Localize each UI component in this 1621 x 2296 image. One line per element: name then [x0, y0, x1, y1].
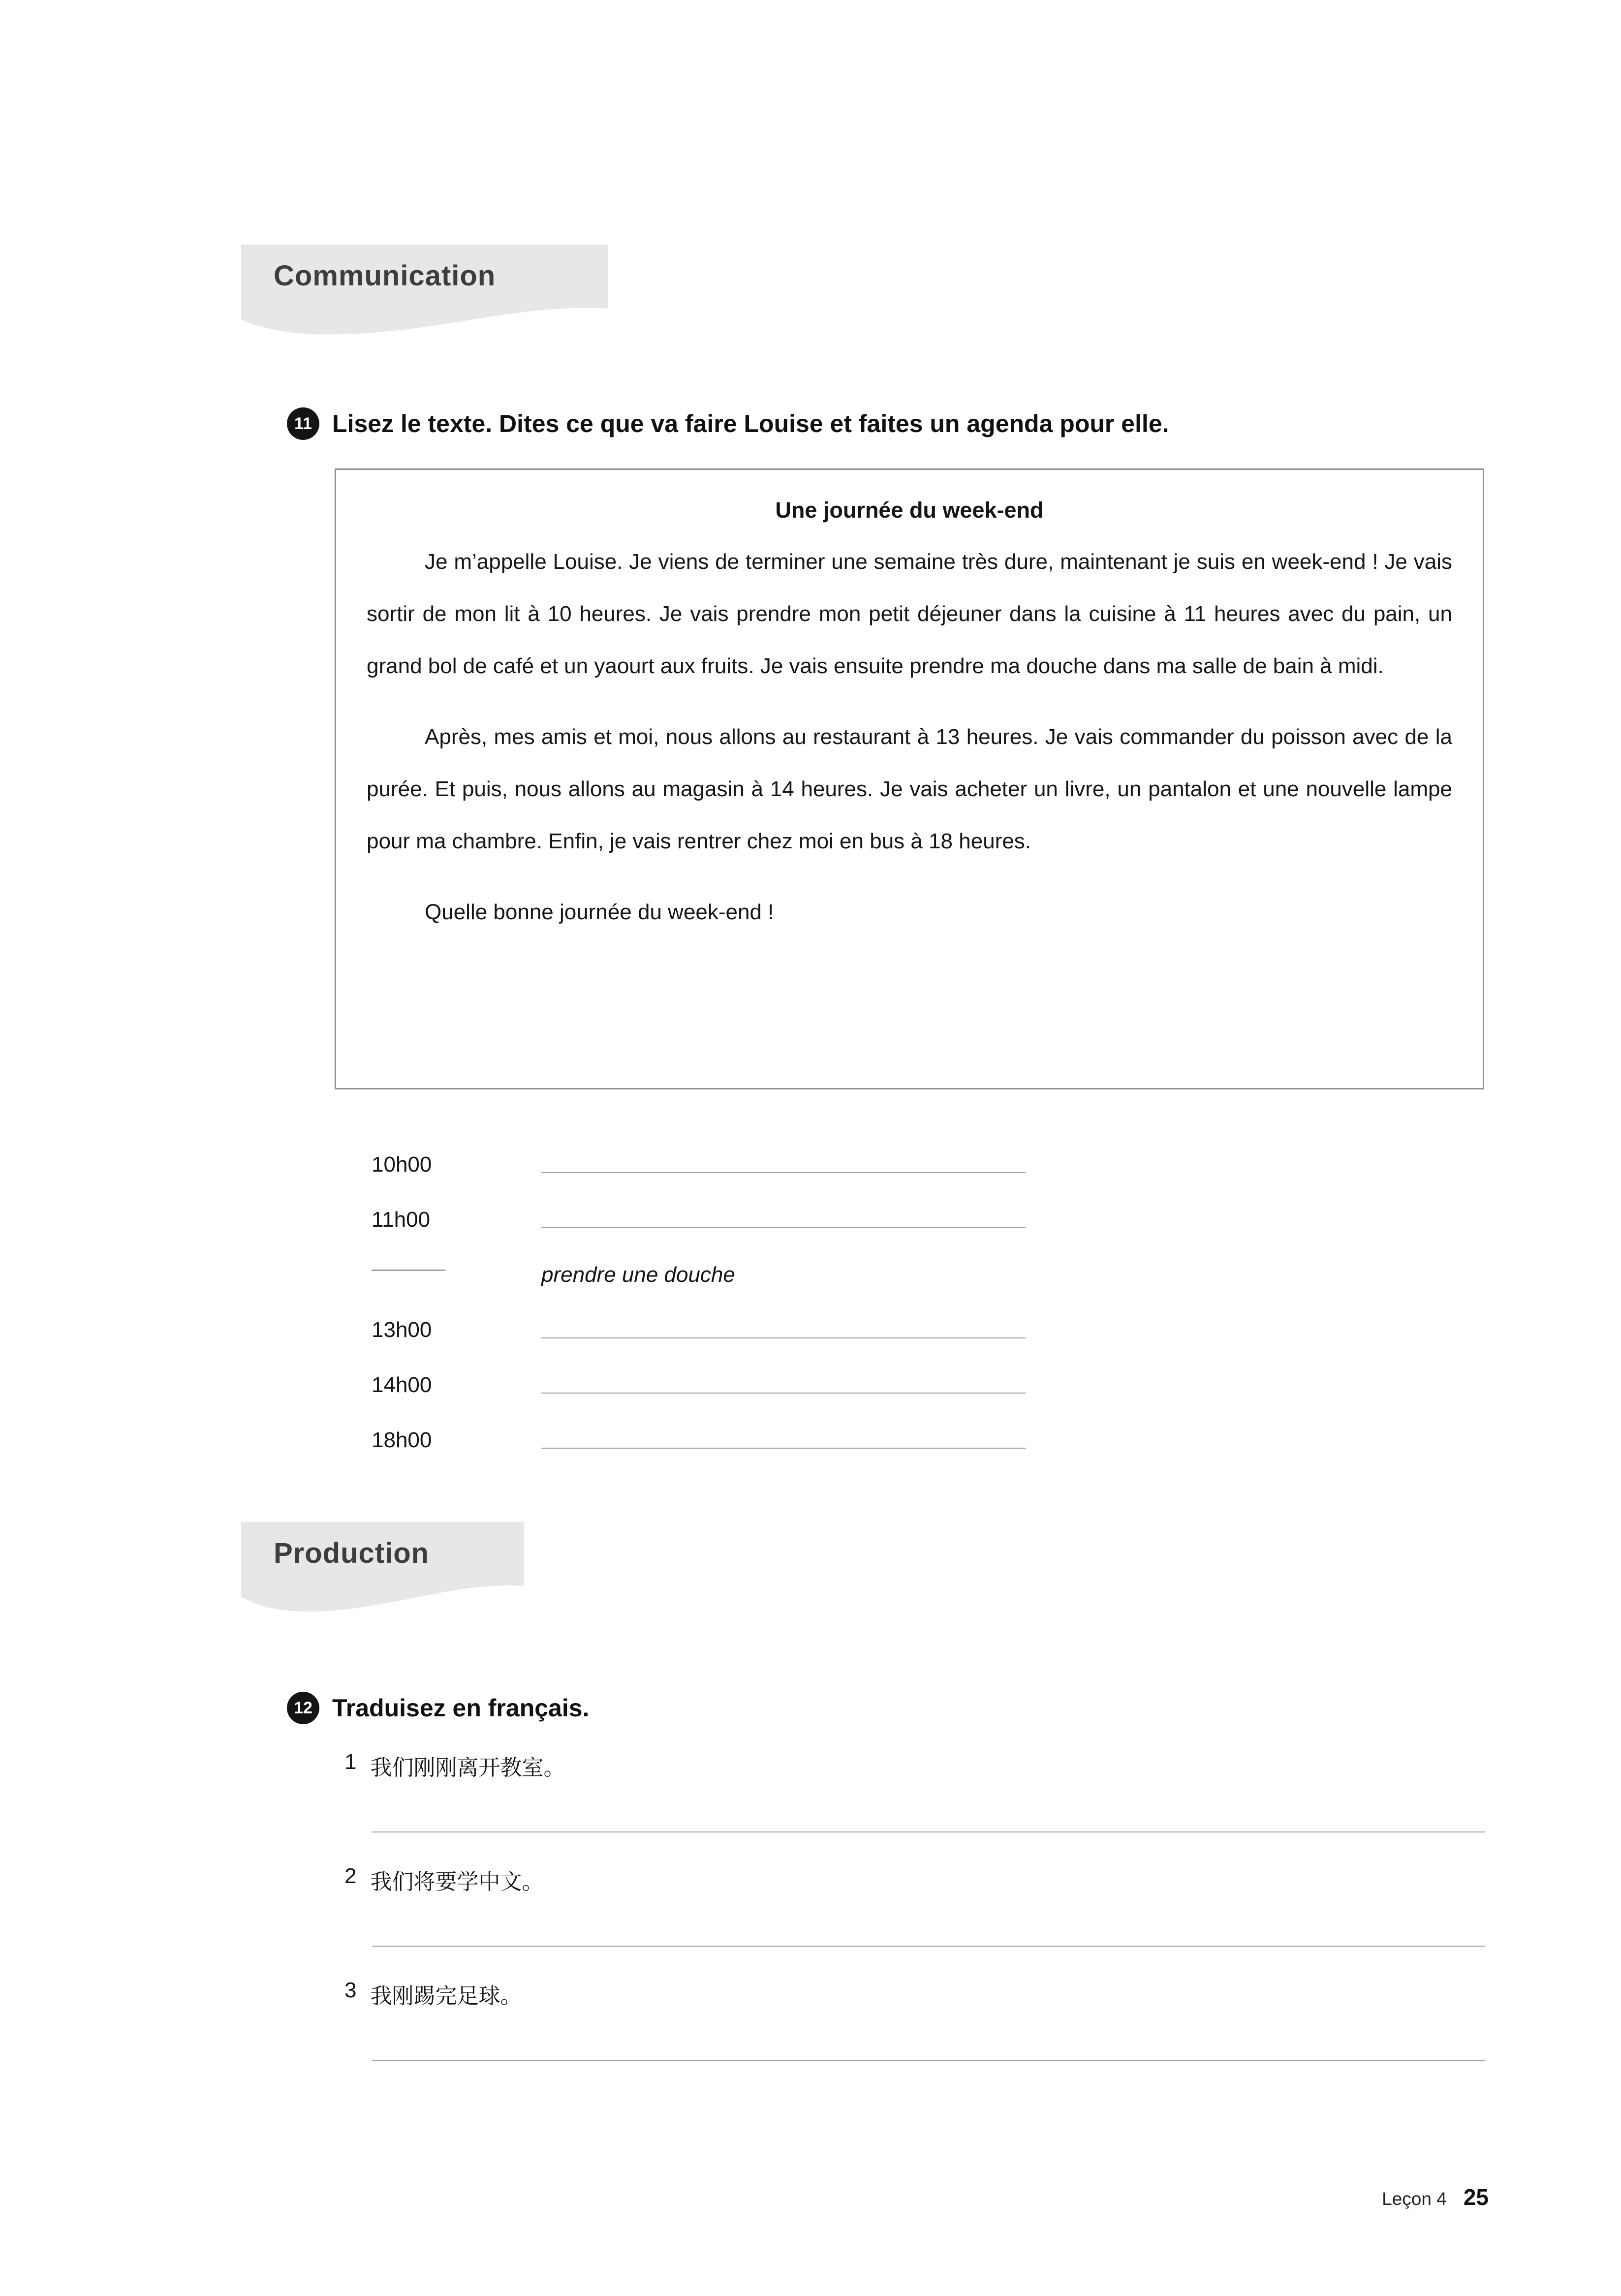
agenda-prefilled-answer: prendre une douche: [541, 1263, 735, 1287]
reading-paragraph: Quelle bonne journée du week-end !: [425, 900, 774, 924]
agenda-time: 13h00: [372, 1318, 432, 1342]
translation-item: [344, 1864, 1487, 1947]
translation-sentence-row: [344, 1864, 1487, 1895]
exercise-11-instruction: Lisez le texte. Dites ce que va faire Louise et faites un agenda pour elle.: [332, 410, 1169, 437]
exercise-number-badge: 11: [287, 407, 319, 440]
agenda-time: 10h00: [372, 1152, 432, 1177]
page-footer: [1324, 2184, 1489, 2210]
agenda-answer-line: [541, 1393, 1026, 1394]
translation-item: [344, 1750, 1487, 1832]
agenda: [372, 1128, 1026, 1458]
translation-sentence-row: [344, 1750, 1487, 1781]
translation-source-text: 我们刚刚离开教室。: [370, 1756, 565, 1780]
translation-answer-line: [372, 1946, 1485, 1947]
footer-lesson-label: Leçon 4: [1382, 2189, 1447, 2209]
translation-item-number: 3: [344, 1978, 357, 2002]
agenda-time-blank: [372, 1263, 541, 1293]
agenda-row: [372, 1403, 1026, 1458]
translation-item-number: 2: [344, 1864, 357, 1888]
agenda-answer-line: [541, 1172, 1026, 1173]
section-header-communication: [241, 245, 608, 345]
reading-title: Une journée du week-end: [775, 497, 1044, 523]
agenda-row: [372, 1128, 1026, 1183]
section-header-production: [241, 1522, 524, 1620]
agenda-time: 14h00: [372, 1373, 432, 1397]
agenda-answer-line: [541, 1448, 1026, 1449]
agenda-row: [372, 1293, 1026, 1348]
translation-answer-line: [372, 1831, 1485, 1832]
agenda-time: 18h00: [372, 1428, 432, 1452]
reading-paragraph: Après, mes amis et moi, nous allons au restaurant à 13 heures. Je vais commander du poisson avec de la purée. Et puis, nous allons au magasin à 14 heures. Je vais acheter un livre, un pantalon et une nouvelle lampe pour ma chambre. Enfin, je vais rentrer chez moi en bus à 18 heures.: [367, 725, 1452, 853]
footer-page-number: 25: [1463, 2184, 1489, 2210]
agenda-row: [372, 1348, 1026, 1403]
exercise-12-heading: [287, 1692, 589, 1724]
agenda-time-blank-line: [372, 1270, 445, 1271]
translation-source-text: 我们将要学中文。: [370, 1870, 544, 1894]
translation-sentence-row: [344, 1978, 1487, 2010]
exercise-number-badge: 12: [287, 1692, 319, 1724]
exercise-12-instruction: Traduisez en français.: [332, 1694, 590, 1722]
exercise-11-heading: [287, 407, 1169, 440]
reading-text-box: [335, 468, 1484, 1089]
agenda-row: [372, 1238, 1026, 1293]
translation-source-text: 我刚踢完足球。: [370, 1984, 522, 2008]
section-title-production: Production: [274, 1537, 430, 1569]
agenda-time: 11h00: [372, 1208, 431, 1232]
reading-paragraph: Je m’appelle Louise. Je viens de terminer une semaine très dure, maintenant je suis en week-end ! Je vais sortir de mon lit à 10 heures. Je vais prendre mon petit déjeuner dans la cuisine à 11 heures avec du pain, un grand bol de café et un yaourt aux fruits. Je vais ensuite prendre ma douche dans ma salle de bain à midi.: [367, 550, 1452, 678]
translation-item-number: 1: [344, 1750, 357, 1774]
translation-items: [344, 1750, 1487, 2092]
translation-item: [344, 1978, 1487, 2061]
agenda-answer-line: [541, 1227, 1026, 1228]
agenda-row: [372, 1183, 1026, 1238]
translation-answer-line: [372, 2060, 1485, 2061]
section-title-communication: Communication: [274, 260, 496, 292]
agenda-answer-line: [541, 1337, 1026, 1338]
